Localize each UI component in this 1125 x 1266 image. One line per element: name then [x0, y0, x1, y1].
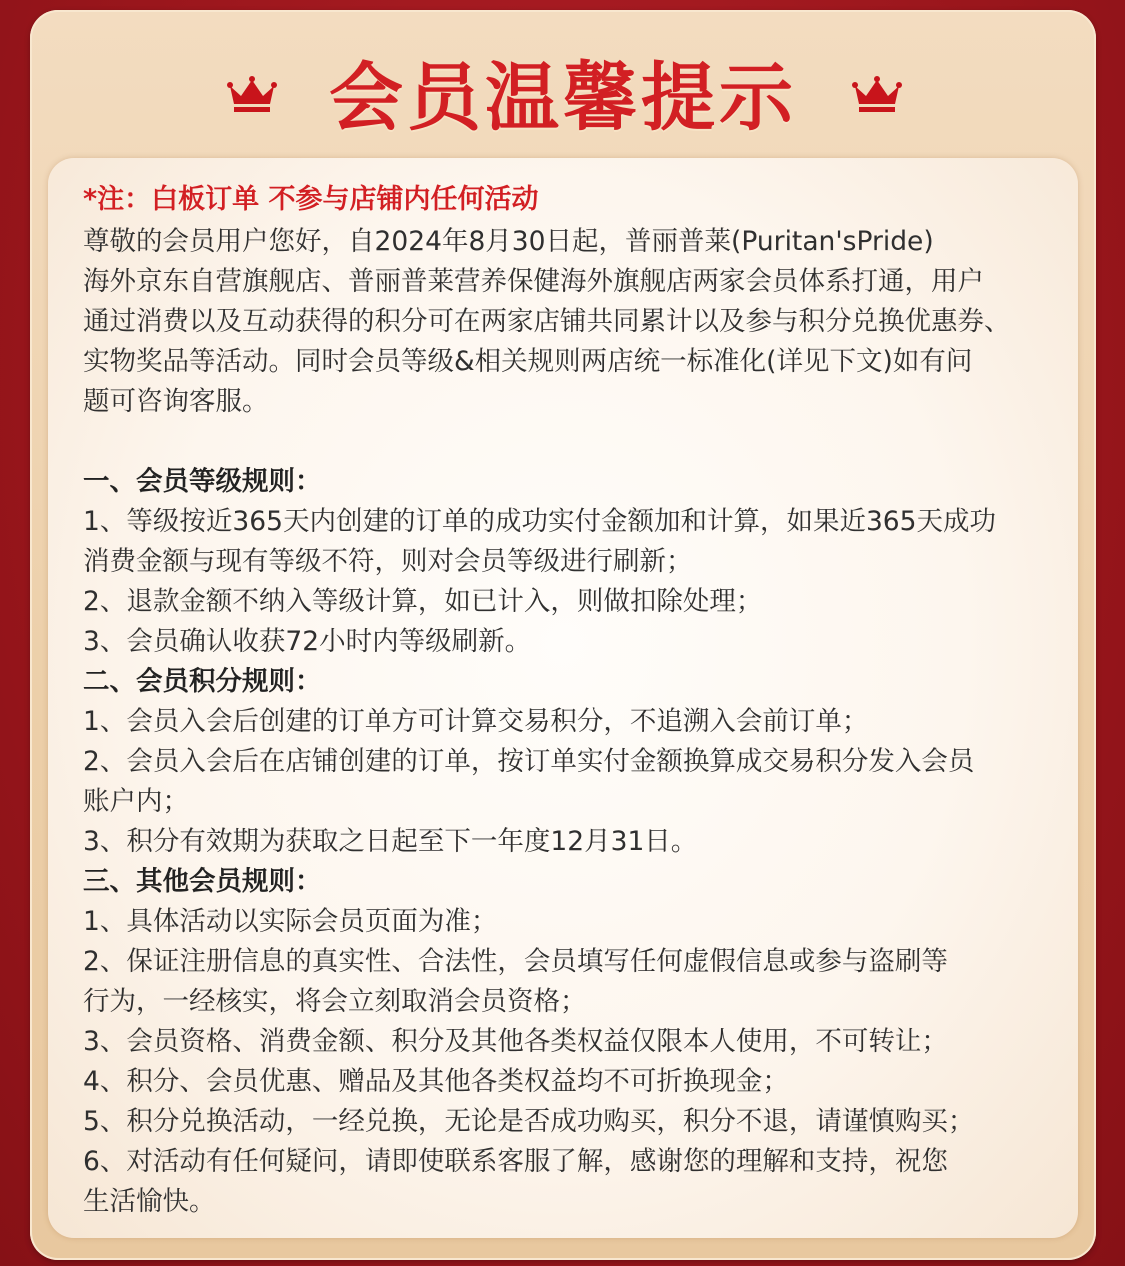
notice-card	[30, 10, 1096, 1260]
rule-line: 行为，一经核实，将会立刻取消会员资格；	[83, 986, 587, 1017]
rule-line: 5、积分兑换活动，一经兑换，无论是否成功购买，积分不退，请谨慎购买；	[83, 1106, 975, 1137]
rule-line: 4、积分、会员优惠、赠品及其他各类权益均不可折换现金；	[83, 1066, 789, 1097]
section-heading: 三、其他会员规则：	[83, 866, 322, 897]
intro-line: 尊敬的会员用户您好，自2024年8月30日起，普丽普莱(Puritan'sPride)	[83, 226, 934, 257]
rule-line: 3、会员确认收获72小时内等级刷新。	[83, 626, 532, 657]
section-heading: 一、会员等级规则：	[83, 466, 322, 497]
rule-line: 消费金额与现有等级不符，则对会员等级进行刷新；	[83, 546, 693, 577]
intro-line: 题可咨询客服。	[83, 386, 269, 417]
section-level-rules	[83, 462, 1093, 662]
rule-line: 2、保证注册信息的真实性、合法性，会员填写任何虚假信息或参与盗刷等	[83, 946, 948, 977]
section-other-rules	[83, 862, 1093, 1222]
intro-line: 实物奖品等活动。同时会员等级&相关规则两店统一标准化(详见下文)如有问	[83, 346, 973, 377]
rule-line: 6、对活动有任何疑问，请即使联系客服了解，感谢您的理解和支持，祝您	[83, 1146, 948, 1177]
rule-line: 2、退款金额不纳入等级计算，如已计入，则做扣除处理；	[83, 586, 763, 617]
intro-paragraph	[83, 222, 1093, 422]
rule-line: 3、会员资格、消费金额、积分及其他各类权益仅限本人使用，不可转让；	[83, 1026, 948, 1057]
rule-line: 1、具体活动以实际会员页面为准；	[83, 906, 498, 937]
notice-panel	[48, 158, 1078, 1238]
note-text: *注：白板订单 不参与店铺内任何活动	[83, 184, 539, 215]
intro-line: 海外京东自营旗舰店、普丽普莱营养保健海外旗舰店两家会员体系打通，用户	[83, 266, 984, 297]
rule-line: 账户内；	[83, 786, 189, 817]
rule-line: 3、积分有效期为获取之日起至下一年度12月31日。	[83, 826, 698, 857]
rule-line: 生活愉快。	[83, 1186, 216, 1217]
title-row	[30, 48, 1096, 148]
intro-line: 通过消费以及互动获得的积分可在两家店铺共同累计以及参与积分兑换优惠券、	[83, 306, 1011, 337]
rule-line: 1、会员入会后创建的订单方可计算交易积分，不追溯入会前订单；	[83, 706, 869, 737]
page-title: 会员温馨提示	[329, 55, 797, 141]
notice-content	[83, 180, 1093, 1222]
rule-line: 1、等级按近365天内创建的订单的成功实付金额加和计算，如果近365天成功	[83, 506, 997, 537]
crown-icon	[852, 74, 902, 114]
rule-line: 2、会员入会后在店铺创建的订单，按订单实付金额换算成交易积分发入会员	[83, 746, 975, 777]
spacer	[83, 422, 1093, 462]
section-heading: 二、会员积分规则：	[83, 666, 322, 697]
section-points-rules	[83, 662, 1093, 862]
